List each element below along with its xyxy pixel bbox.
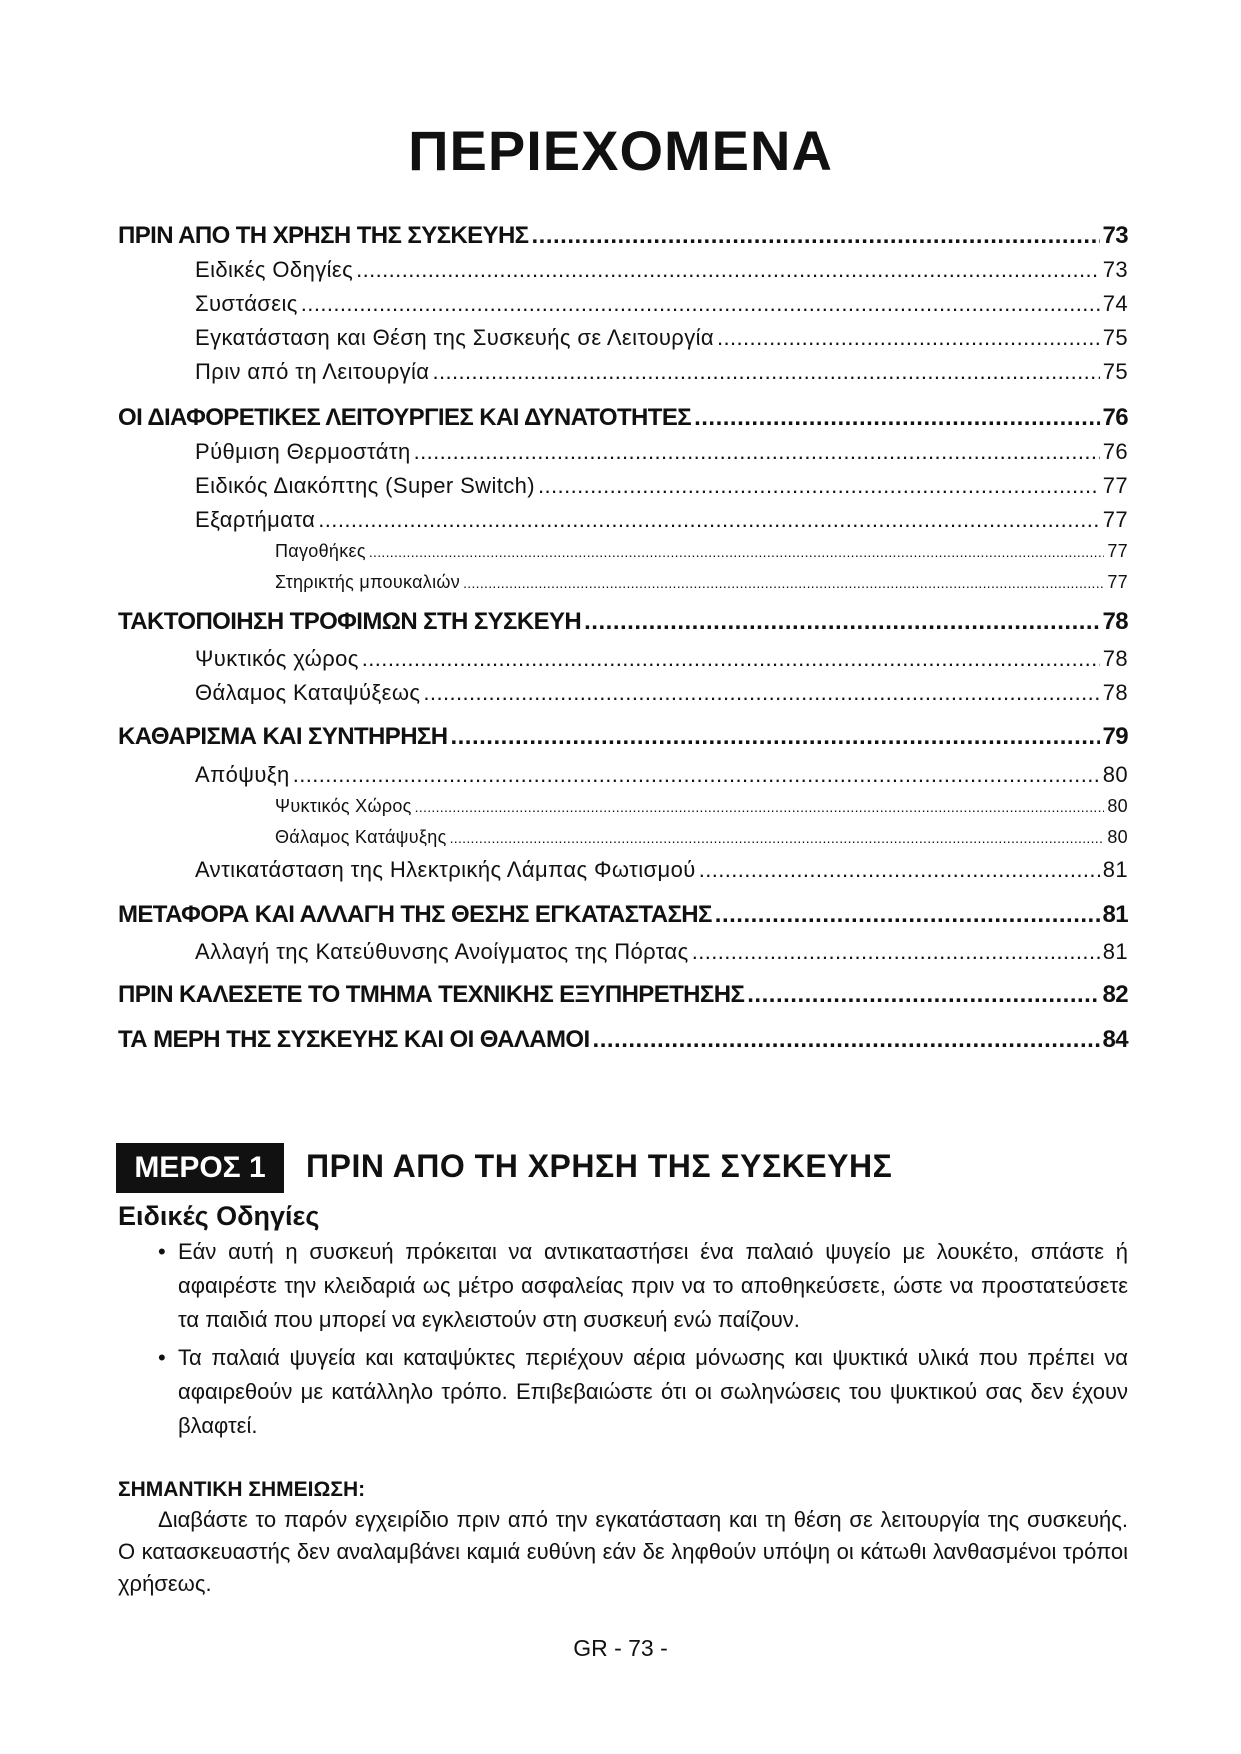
toc-entry-label: Θάλαμος Κατάψυξης (275, 827, 447, 847)
toc-entry-label: ΠΡΙΝ ΚΑΛΕΣΕΤΕ ΤΟ ΤΜΗΜΑ ΤΕΧΝΙΚΗΣ ΕΞΥΠΗΡΕΤΗΣΗΣ (118, 981, 745, 1008)
toc-entry-page: 77 (1107, 572, 1128, 592)
toc-entry[interactable] (195, 439, 1128, 465)
note-text: Διαβάστε το παρόν εγχειρίδιο πριν από την εγκατάσταση και τη θέση σε λειτουργία της συσκευής. Ο κατασκευαστής δεν αναλαμβάνει καμιά ευθύνη εάν δε ληφθούν υπόψη οι κάτωθι λανθασμένοι τρόποι χρήσεως. (118, 1507, 1128, 1596)
toc-entry-label: ΤΑ ΜΕΡΗ ΤΗΣ ΣΥΣΚΕΥΗΣ ΚΑΙ ΟΙ ΘΑΛΑΜΟΙ (118, 1026, 590, 1053)
toc-entry-label: Εξαρτήματα (195, 507, 316, 532)
toc-entry[interactable] (195, 325, 1128, 351)
toc-entry[interactable] (118, 404, 1128, 432)
toc-entry-label: ΜΕΤΑΦΟΡΑ ΚΑΙ ΑΛΛΑΓΗ ΤΗΣ ΘΕΣΗΣ ΕΓΚΑΤΑΣΤΑΣΗΣ (118, 901, 712, 928)
toc-entry-page: 78 (1102, 680, 1128, 705)
toc-entry-label: ΚΑΘΑΡΙΣΜΑ ΚΑΙ ΣΥΝΤΗΡΗΣΗ (118, 723, 448, 750)
toc-entry-page: 73 (1102, 222, 1128, 249)
toc-entry[interactable] (195, 507, 1128, 533)
toc-leader (692, 939, 1100, 965)
toc-leader (694, 404, 1099, 432)
toc-entry-page: 77 (1107, 541, 1128, 561)
toc-leader (423, 680, 1099, 706)
toc-leader (318, 507, 1099, 533)
toc-entry-label: Ειδικές Οδηγίες (195, 257, 354, 282)
toc-leader (584, 608, 1099, 636)
toc-entry[interactable] (118, 1026, 1128, 1054)
toc-leader (450, 723, 1099, 751)
toc-entry[interactable] (275, 796, 1128, 817)
toc-entry[interactable] (275, 827, 1128, 848)
toc-entry-label: Θάλαμος Καταψύξεως (195, 680, 421, 705)
toc-entry[interactable] (195, 680, 1128, 706)
toc-entry-page: 84 (1102, 1026, 1128, 1053)
toc-entry[interactable] (195, 857, 1128, 883)
toc-leader (450, 830, 1105, 846)
toc-entry-label: Στηρικτής μπουκαλιών (275, 572, 461, 592)
list-item-text: Εάν αυτή η συσκευή πρόκειται να αντικαταστήσει ένα παλαιό ψυγείο με λουκέτο, σπάστε ή αφαιρέστε την κλειδαριά ως μέτρο ασφαλείας πριν να το αποθηκεύσετε, ώστε να προστατεύσετε τα παιδιά που μπορεί να εγκλειστούν στη συσκευή ενώ παίζουν. (178, 1239, 1128, 1332)
toc-leader (414, 439, 1100, 465)
toc-entry-page: 76 (1102, 439, 1128, 464)
toc-entry-label: Αντικατάσταση της Ηλεκτρικής Λάμπας Φωτισμού (195, 857, 696, 882)
toc-entry-label: ΠΡΙΝ ΑΠΟ ΤΗ ΧΡΗΣΗ ΤΗΣ ΣΥΣΚΕΥΗΣ (118, 222, 529, 249)
toc-leader (356, 257, 1100, 283)
toc-entry-label: ΤΑΚΤΟΠΟΙΗΣΗ ΤΡΟΦΙΜΩΝ ΣΤΗ ΣΥΣΚΕΥΗ (118, 608, 582, 635)
toc-entry-label: Συστάσεις (195, 291, 298, 316)
toc-entry[interactable] (118, 901, 1128, 929)
toc-entry-label: Πριν από τη Λειτουργία (195, 359, 430, 384)
instructions-list (118, 1235, 1128, 1447)
toc-entry-page: 77 (1102, 473, 1128, 498)
page-title: ΠΕΡΙΕΧΟΜΕΝΑ (408, 119, 833, 182)
toc-entry-page: 79 (1102, 723, 1128, 750)
toc-entry-page: 81 (1102, 939, 1128, 964)
toc-entry[interactable] (118, 608, 1128, 636)
toc-leader (301, 291, 1100, 317)
list-item (118, 1235, 1128, 1337)
toc-leader (715, 901, 1100, 929)
section-badge: ΜΕΡΟΣ 1 (116, 1143, 284, 1193)
toc-leader (593, 1026, 1100, 1054)
toc-leader (293, 762, 1100, 788)
toc-leader (747, 981, 1099, 1009)
toc-entry[interactable] (195, 762, 1128, 788)
list-item (118, 1341, 1128, 1443)
toc-leader (415, 799, 1105, 815)
bullet-marker: • (158, 1239, 166, 1264)
subsection-heading: Ειδικές Οδηγίες (118, 1201, 320, 1231)
toc-entry-page: 77 (1102, 507, 1128, 532)
toc-entry-label: Παγοθήκες (275, 541, 366, 561)
toc-entry[interactable] (195, 291, 1128, 317)
toc-entry-label: ΟΙ ΔΙΑΦΟΡΕΤΙΚΕΣ ΛΕΙΤΟΥΡΓΙΕΣ ΚΑΙ ΔΥΝΑΤΟΤΗΤΕΣ (118, 404, 692, 431)
toc-entry[interactable] (195, 257, 1128, 283)
toc-entry-page: 80 (1107, 796, 1128, 816)
toc-entry-page: 75 (1102, 325, 1128, 350)
toc-entry-page: 80 (1107, 827, 1128, 847)
toc-entry[interactable] (195, 939, 1128, 965)
page-number: GR - 73 - (573, 1635, 668, 1661)
toc-entry[interactable] (195, 473, 1128, 499)
toc-leader (717, 325, 1100, 351)
toc-entry[interactable] (195, 646, 1128, 672)
toc-entry-page: 82 (1102, 981, 1128, 1008)
toc-entry-label: Ψυκτικός χώρος (195, 646, 359, 671)
toc-entry[interactable] (118, 723, 1128, 751)
toc-entry-page: 74 (1102, 291, 1128, 316)
toc-entry[interactable] (195, 359, 1128, 385)
list-item-text: Τα παλαιά ψυγεία και καταψύκτες περιέχουν αέρια μόνωσης και ψυκτικά υλικά που πρέπει να αφαιρεθούν με κατάλληλο τρόπο. Επιβεβαιώστε ότι οι σωληνώσεις του ψυκτικού σας δεν έχουν βλαφτεί. (178, 1345, 1128, 1438)
toc-leader (362, 646, 1100, 672)
toc-leader (538, 473, 1100, 499)
toc-entry-label: Αλλαγή της Κατεύθυνσης Ανοίγματος της Πόρτας (195, 939, 689, 964)
toc-leader (369, 544, 1105, 560)
toc-entry-label: Ειδικός Διακόπτης (Super Switch) (195, 473, 536, 498)
toc-entry-page: 75 (1102, 359, 1128, 384)
toc-entry-page: 80 (1102, 762, 1128, 787)
toc-entry[interactable] (118, 222, 1128, 250)
toc-entry-label: Ρύθμιση Θερμοστάτη (195, 439, 411, 464)
toc-entry-page: 76 (1102, 404, 1128, 431)
toc-entry[interactable] (275, 541, 1128, 562)
toc-entry-page: 78 (1102, 646, 1128, 671)
toc-leader (463, 575, 1104, 591)
note-title: ΣΗΜΑΝΤΙΚΗ ΣΗΜΕΙΩΣΗ: (118, 1478, 366, 1501)
toc-entry-page: 78 (1102, 608, 1128, 635)
toc-entry[interactable] (118, 981, 1128, 1009)
toc-leader (532, 222, 1100, 250)
toc-entry-label: Εγκατάσταση και Θέση της Συσκευής σε Λειτουργία (195, 325, 714, 350)
toc-entry-page: 81 (1102, 857, 1128, 882)
toc-entry-label: Ψυκτικός Χώρος (275, 796, 412, 816)
section-title: ΠΡΙΝ ΑΠΟ ΤΗ ΧΡΗΣΗ ΤΗΣ ΣΥΣΚΕΥΗΣ (306, 1148, 893, 1184)
bullet-marker: • (158, 1345, 166, 1370)
toc-leader (699, 857, 1100, 883)
toc-entry-page: 73 (1102, 257, 1128, 282)
toc-entry[interactable] (275, 572, 1128, 593)
toc-entry-label: Απόψυξη (195, 762, 290, 787)
toc-leader (432, 359, 1099, 385)
toc-entry-page: 81 (1102, 901, 1128, 928)
